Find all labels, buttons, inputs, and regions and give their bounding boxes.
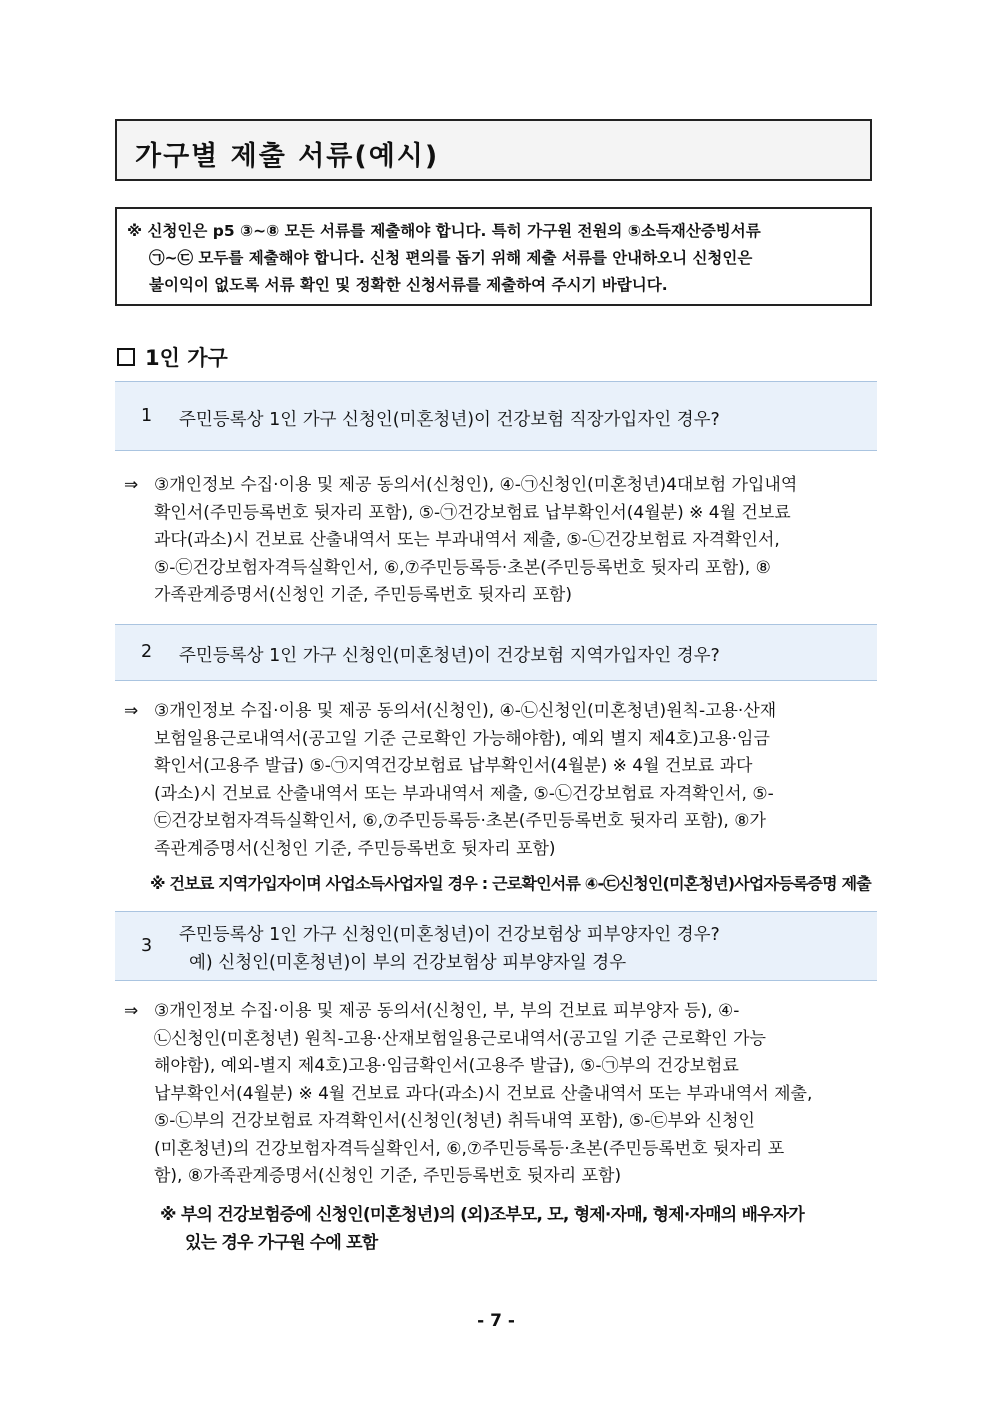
arrow-icon: ⇒	[124, 701, 139, 721]
answer-line: 납부확인서(4월분) ※ 4월 건보료 과다(과소)시 건보료 산출내역서 또는 부과내역서 제출,	[154, 1083, 813, 1104]
answer-line: 해야함), 예외-별지 제4호)고용·임금확인서(고용주 발급), ⑤-㉠부의 건강보험료	[154, 1056, 739, 1076]
answer-line: ③개인정보 수집·이용 및 제공 동의서(신청인), ④-㉡신청인(미혼청년)원칙-고용·산재	[154, 701, 777, 721]
answer-line: 보험일용근로내역서(공고일 기준 근로확인 가능해야함), 예외 별지 제4호)고용·임금	[154, 728, 770, 749]
question-text: 주민등록상 1인 가구 신청인(미혼청년)이 건강보험 직장가입자인 경우?	[179, 410, 720, 430]
question-text: 주민등록상 1인 가구 신청인(미혼청년)이 건강보험 지역가입자인 경우?	[179, 646, 720, 666]
answer-line: 과다(과소)시 건보료 산출내역서 또는 부과내역서 제출, ⑤-㉡건강보험료 자격확인서,	[154, 530, 780, 550]
answer-block	[124, 698, 880, 863]
question-bar	[115, 381, 877, 451]
note-text: ※ 건보료 지역가입자이며 사업소득사업자일 경우 : 근로확인서류 ④-㉢신청인(미혼청년)사업자등록증명 제출	[150, 874, 871, 893]
answer-line: ③개인정보 수집·이용 및 제공 동의서(신청인), ④-㉠신청인(미혼청년)4대보험 가입내역	[154, 475, 798, 495]
answer-line: (미혼청년)의 건강보험자격득실확인서, ⑥,⑦주민등록등·초본(주민등록번호 뒷자리 포	[154, 1138, 785, 1159]
section-heading	[117, 342, 228, 372]
answer-line: ⑤-㉡부의 건강보험료 자격확인서(신청인(청년) 취득내역 포함), ⑤-㉢부와 신청인	[154, 1111, 755, 1131]
page-number: - 7 -	[477, 1311, 515, 1331]
answer-line: ③개인정보 수집·이용 및 제공 동의서(신청인, 부, 부의 건보료 피부양자 등), ④-	[154, 1001, 740, 1021]
answer-line: (과소)시 건보료 산출내역서 또는 부과내역서 제출, ⑤-㉡건강보험료 자격확인서, ⑤-	[154, 783, 774, 804]
answer-block	[124, 472, 880, 610]
title-box	[115, 119, 872, 181]
case-number: 2	[141, 642, 153, 662]
page-title: 가구별 제출 서류(예시)	[135, 141, 440, 172]
arrow-icon: ⇒	[124, 475, 139, 495]
answer-line: 확인서(주민등록번호 뒷자리 포함), ⑤-㉠건강보험료 납부확인서(4월분) ※ 4월 건보료	[154, 502, 791, 523]
notice-box	[115, 207, 872, 306]
question-bar	[115, 624, 877, 681]
answer-line: ㉢건강보험자격득실확인서, ⑥,⑦주민등록등·초본(주민등록번호 뒷자리 포함), ⑧가	[154, 811, 766, 831]
answer-line: 족관계증명서(신청인 기준, 주민등록번호 뒷자리 포함)	[154, 838, 556, 859]
case-number: 3	[141, 936, 153, 956]
note-text: ※ 부의 건강보험증에 신청인(미혼청년)의 (외)조부모, 모, 형제·자매, 형제·자매의 배우자가	[160, 1205, 804, 1225]
section-heading-text: 1인 가구	[145, 346, 228, 370]
arrow-icon: ⇒	[124, 1001, 139, 1021]
question-subtext: 예) 신청인(미혼청년)이 부의 건강보험상 피부양자일 경우	[189, 953, 627, 973]
answer-line: 가족관계증명서(신청인 기준, 주민등록번호 뒷자리 포함)	[154, 585, 572, 605]
question-text: 주민등록상 1인 가구 신청인(미혼청년)이 건강보험상 피부양자인 경우?	[179, 925, 720, 945]
question-bar	[115, 911, 877, 981]
answer-line: 함), ⑧가족관계증명서(신청인 기준, 주민등록번호 뒷자리 포함)	[154, 1166, 622, 1186]
notice-line: ※ 신청인은 p5 ③~⑧ 모든 서류를 제출해야 합니다. 특히 가구원 전원의 ⑤소득재산증빙서류	[127, 222, 761, 240]
notice-line: ㉠~㉢ 모두를 제출해야 합니다. 신청 편의를 돕기 위해 제출 서류를 안내하오니 신청인은	[149, 249, 753, 267]
answer-line: ⑤-㉢건강보험자격득실확인서, ⑥,⑦주민등록등·초본(주민등록번호 뒷자리 포함), ⑧	[154, 557, 771, 578]
notice-line: 불이익이 없도록 서류 확인 및 정확한 신청서류를 제출하여 주시기 바랍니다.	[149, 276, 668, 294]
answer-block	[124, 998, 880, 1191]
answer-line: 확인서(고용주 발급) ⑤-㉠지역건강보험료 납부확인서(4월분) ※ 4월 건보료 과다	[154, 756, 753, 776]
checkbox-square-icon	[117, 348, 135, 366]
case-number: 1	[141, 406, 153, 426]
note-text: 있는 경우 가구원 수에 포함	[185, 1233, 378, 1253]
answer-line: ㉡신청인(미혼청년) 원칙-고용·산재보험일용근로내역서(공고일 기준 근로확인 가능	[154, 1028, 766, 1049]
